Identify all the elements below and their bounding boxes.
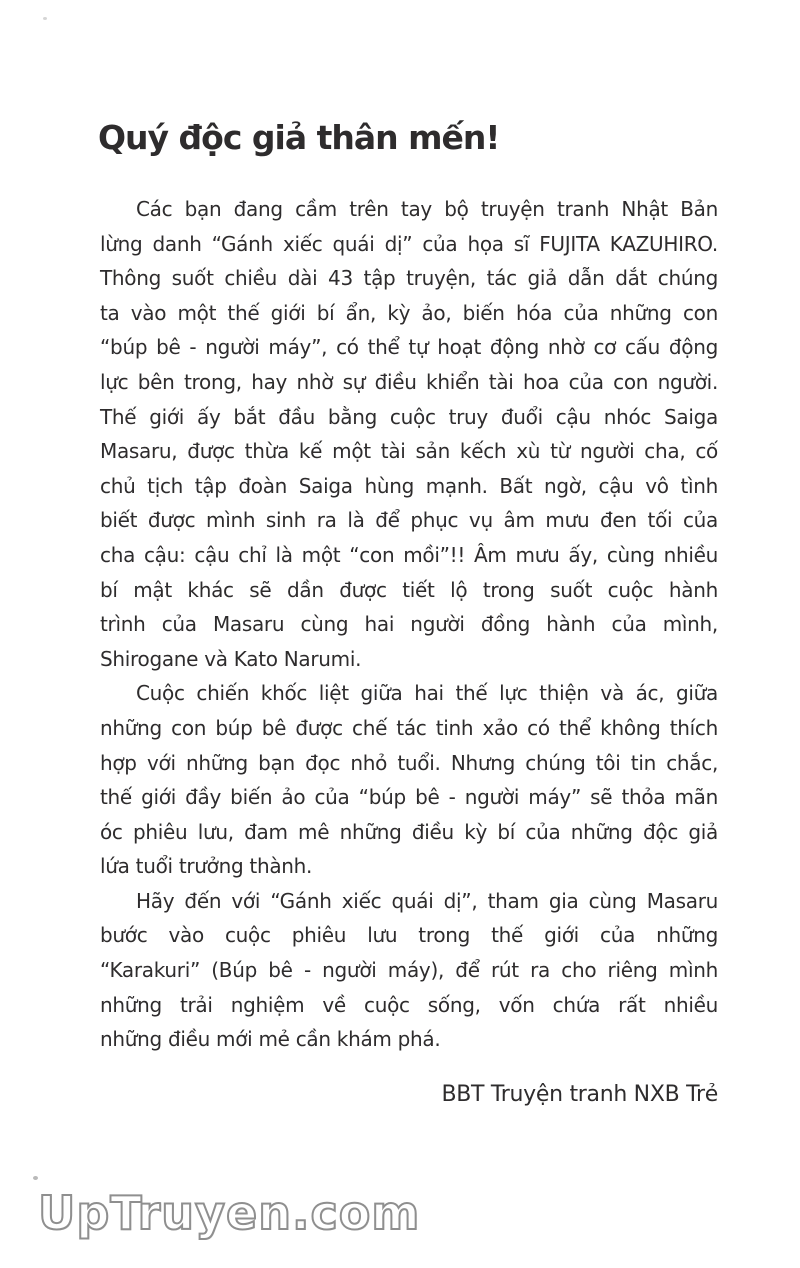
text-line: Các bạn đang cầm trên tay bộ truyện tranh Nhật Bản xyxy=(136,197,718,221)
text-line: Cuộc chiến khốc liệt giữa hai thế lực thiện và ác, giữa xyxy=(136,681,718,706)
signature: BBT Truyện tranh NXB Trẻ xyxy=(441,1082,718,1107)
text-line: những con búp bê được chế tác tinh xảo có thể không thích xyxy=(100,715,718,740)
text-line: biết được mình sinh ra là để phục vụ âm mưu đen tối của xyxy=(100,508,718,533)
text-line: chủ tịch tập đoàn Saiga hùng mạnh. Bất ngờ, cậu vô tình xyxy=(100,473,718,498)
text-line: “búp bê - người máy”, có thể tự hoạt động nhờ cơ cấu động xyxy=(100,335,718,360)
text-line: Thông suốt chiều dài 43 tập truyện, tác giả dẫn dắt chúng xyxy=(100,266,718,291)
scan-speck xyxy=(33,1176,38,1180)
text-line: Hãy đến với “Gánh xiếc quái dị”, tham gia cùng Masaru xyxy=(136,888,718,913)
text-line: Thế giới ấy bắt đầu bằng cuộc truy đuổi cậu nhóc Saiga xyxy=(100,404,718,429)
text-line: trình của Masaru cùng hai người đồng hành của mình, xyxy=(100,612,718,637)
text-line: cha cậu: cậu chỉ là một “con mồi”!! Âm mưu ấy, cùng nhiều xyxy=(100,542,718,567)
text-line: “Karakuri” (Búp bê - người máy), để rút ra cho riêng mình xyxy=(100,958,718,983)
page-title: Quý độc giả thân mến! xyxy=(98,118,500,157)
text-line: thế giới đầy biến ảo của “búp bê - người máy” sẽ thỏa mãn xyxy=(100,785,718,810)
text-line: Masaru, được thừa kế một tài sản kếch xù từ người cha, cố xyxy=(100,439,718,464)
text-line: bí mật khác sẽ dần được tiết lộ trong suốt cuộc hành xyxy=(100,577,718,602)
text-line: lứa tuổi trưởng thành. xyxy=(100,854,313,879)
text-line: ta vào một thế giới bí ẩn, kỳ ảo, biến hóa của những con xyxy=(100,300,718,325)
text-line: những điều mới mẻ cần khám phá. xyxy=(100,1027,441,1052)
text-line: hợp với những bạn đọc nhỏ tuổi. Nhưng chúng tôi tin chắc, xyxy=(100,750,718,775)
text-line: bước vào cuộc phiêu lưu trong thế giới của những xyxy=(100,923,718,948)
text-line: lừng danh “Gánh xiếc quái dị” của họa sĩ FUJITA KAZUHIRO. xyxy=(100,231,718,256)
text-line: Shirogane và Kato Narumi. xyxy=(100,646,362,671)
scan-speck xyxy=(43,17,47,20)
text-line: óc phiêu lưu, đam mê những điều kỳ bí của những độc giả xyxy=(100,819,718,844)
text-line: những trải nghiệm về cuộc sống, vốn chứa rất nhiều xyxy=(100,992,718,1017)
body-paragraphs xyxy=(100,192,718,1057)
watermark: UpTruyen.com xyxy=(38,1186,421,1240)
text-line: lực bên trong, hay nhờ sự điều khiển tài hoa của con người. xyxy=(100,369,718,394)
